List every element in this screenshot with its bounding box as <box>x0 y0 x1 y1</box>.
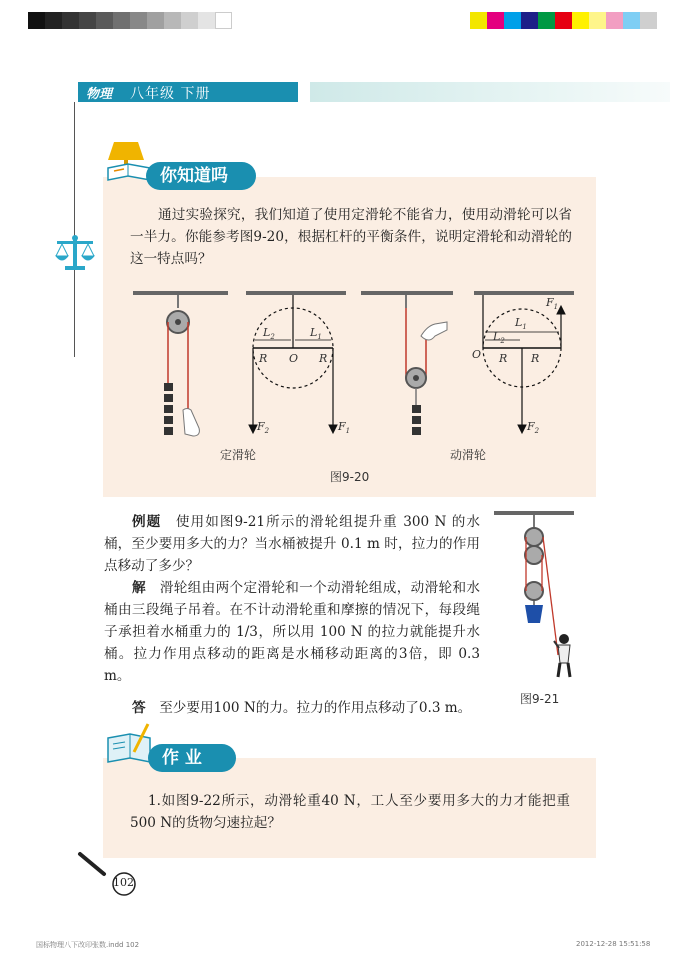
movable-pulley-label: 动滑轮 <box>450 448 487 462</box>
label-R-right-fixed: R <box>319 352 328 365</box>
example-text: 使用如图9-21所示的滑轮组提升重 300 N 的水桶，至少要用多大的力？当水桶被提升 0.1 m 时，拉力的作用点移动了多少？ <box>104 514 481 574</box>
homework-tab <box>148 744 236 772</box>
figure-9-21-caption: 图9-21 <box>520 692 560 706</box>
label-O-fixed: O <box>289 352 299 365</box>
answer-paragraph <box>104 697 480 719</box>
did-you-know-title: 你知道吗 <box>160 166 228 186</box>
label-O-movable: O <box>472 348 482 361</box>
answer-label: 答 <box>132 700 146 716</box>
fixed-pulley-photo <box>133 291 228 436</box>
label-L2-movable: $L_2$ <box>493 330 505 346</box>
figure-9-21-pulley-system <box>492 505 582 685</box>
label-L1-movable: $L_1$ <box>515 316 527 332</box>
margin-rule <box>74 102 75 357</box>
label-F1-movable: $F_1$ <box>546 296 559 312</box>
label-F1-fixed: $F_1$ <box>338 420 351 436</box>
label-F2-fixed: $F_2$ <box>257 420 270 436</box>
example-paragraph <box>104 511 480 577</box>
movable-pulley-diagram <box>474 291 574 436</box>
label-R-left-movable: R <box>499 352 508 365</box>
label-F2-movable: $F_2$ <box>527 420 540 436</box>
did-you-know-tab <box>146 162 256 190</box>
footer-filename: 国标物理八下改印张数.indd 102 <box>36 941 140 949</box>
movable-pulley-photo <box>361 291 453 435</box>
label-R-left-fixed: R <box>259 352 268 365</box>
page-number: 102 <box>113 876 134 889</box>
label-L2-fixed: $L_2$ <box>263 326 275 342</box>
footer-timestamp: 2012-12-28 15:51:58 <box>576 940 651 948</box>
header-gradient-band <box>310 82 670 102</box>
figure-9-20 <box>103 280 596 475</box>
homework-title: 作 业 <box>162 748 202 768</box>
solution-text: 滑轮组由两个定滑轮和一个动滑轮组成，动滑轮和水桶由三段绳子吊着。在不计动滑轮重和摩擦的情况下，每段绳子承担着水桶重力的 1/3，所以用 100 N 的拉力就能提升水桶。拉力作用点移动的距离是水桶移动距离的3倍，即 0.3 m。 <box>104 580 481 684</box>
example-label: 例题 <box>132 514 162 530</box>
fixed-pulley-label: 定滑轮 <box>220 448 257 462</box>
solution-label: 解 <box>132 580 146 596</box>
label-R-right-movable: R <box>531 352 540 365</box>
solution-paragraph <box>104 577 480 687</box>
homework-text: 1.如图9-22所示，动滑轮重40 N，工人至少要用多大的力才能把重500 N的货物匀速拉起？ <box>130 793 570 831</box>
did-you-know-text: 通过实验探究，我们知道了使用定滑轮不能省力，使用动滑轮可以省一半力。你能参考图9-20，根据杠杆的平衡条件，说明定滑轮和动滑轮的这一特点吗？ <box>130 207 572 267</box>
magnifier-icon <box>76 850 146 896</box>
figure-9-20-caption: 图9-20 <box>330 470 370 484</box>
label-L1-fixed: $L_1$ <box>310 326 322 342</box>
grade-label: 八年级 下册 <box>130 86 211 102</box>
answer-text: 至少要用100 N的力。拉力的作用点移动了0.3 m。 <box>159 700 472 716</box>
balance-scale-icon <box>52 234 98 274</box>
subject-brand: 物理 <box>86 87 113 102</box>
